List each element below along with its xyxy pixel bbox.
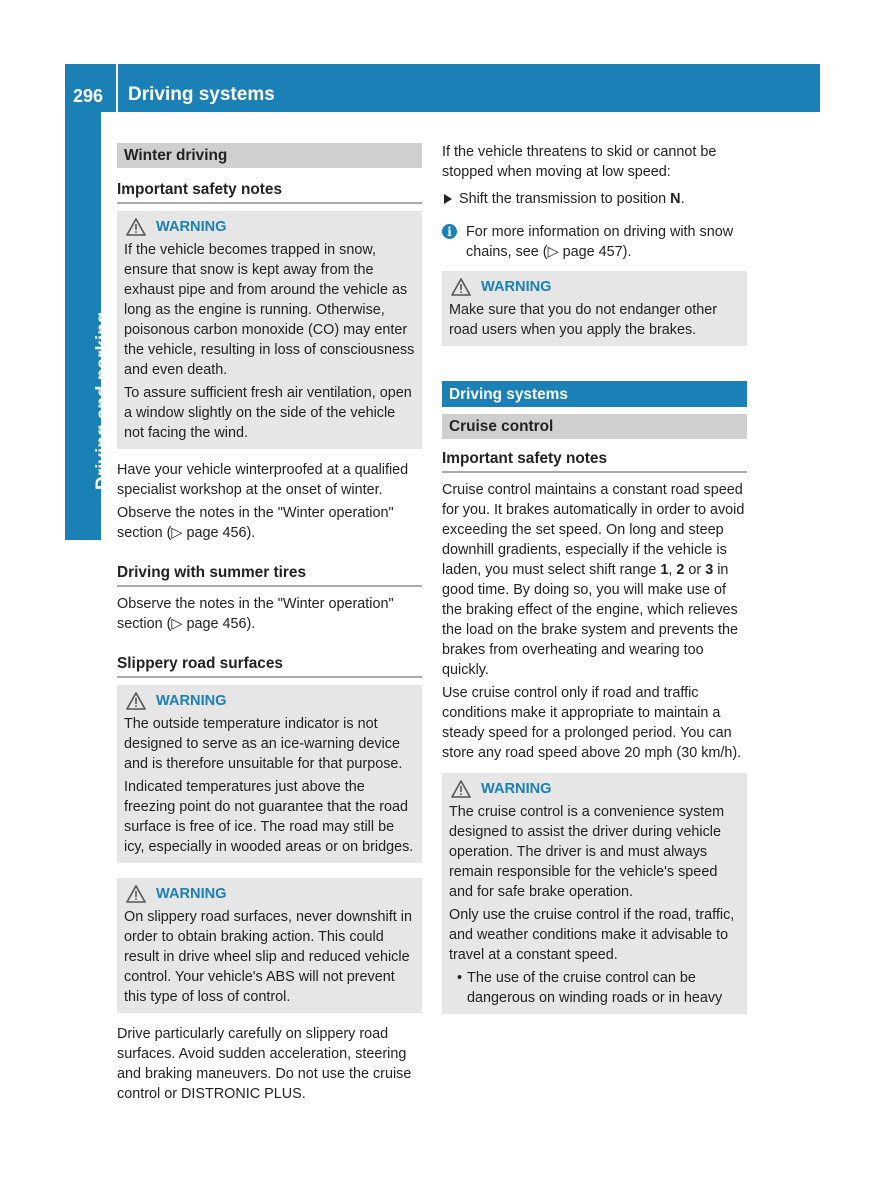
- cruise-sep-1: ,: [668, 562, 677, 578]
- cruise-description: [442, 480, 747, 680]
- shift-step-suffix: .: [680, 191, 685, 207]
- warning-triangle-icon: [126, 885, 146, 903]
- warning-title: [449, 779, 740, 799]
- important-safety-notes-heading: Important safety notes: [442, 449, 747, 473]
- observe-winter-text-2: Observe the notes in the "Winter operation" section (▷ page 456).: [117, 596, 394, 632]
- skid-intro-text: If the vehicle threatens to skid or cannot be stopped when moving at low speed:: [442, 144, 717, 180]
- warning-label: WARNING: [156, 886, 227, 902]
- step-arrow-icon: [444, 194, 452, 204]
- warning-title: [449, 277, 740, 297]
- warning-text: The outside temperature indicator is not designed to serve as an ice-warning device and is therefore unsuitable for that purpose.: [124, 716, 403, 772]
- shift-step-prefix: Shift the transmission to position: [459, 191, 671, 207]
- winter-driving-heading: Winter driving: [117, 143, 422, 168]
- slippery-roads-heading: Slippery road surfaces: [117, 654, 422, 678]
- warning-label: WARNING: [156, 219, 227, 235]
- summer-tires-heading: Driving with summer tires: [117, 563, 422, 587]
- warning-text: On slippery road surfaces, never downshift in order to obtain braking action. This could result in drive wheel slip and reduced vehicle control. Your vehicle's ABS will not prevent this type of loss of control.: [124, 909, 412, 1005]
- observe-winter-text: Observe the notes in the "Winter operation" section (▷ page 456).: [117, 505, 394, 541]
- shift-position: N: [670, 191, 681, 207]
- warning-title: [124, 217, 415, 237]
- warning-text: Indicated temperatures just above the freezing point do not guarantee that the road surface is free of ice. The road may still be icy, especially in wooded areas or on bridges.: [124, 779, 414, 855]
- warning-text: If the vehicle becomes trapped in snow, ensure that snow is kept away from the exhaust pipe and from around the vehicle as long as the engine is running. Otherwise, poisonous carbon monoxide (CO) may enter the vehicle, resulting in loss of consciousness and even death.: [124, 242, 415, 378]
- warning-label: WARNING: [481, 781, 552, 797]
- warning-text: The cruise control is a convenience system designed to assist the driver during vehicle operation. The driver is and must always remain responsible for the vehicle's speed and for safe brake operation.: [449, 804, 725, 900]
- side-tab-label: Driving and parking: [93, 311, 114, 490]
- shift-step: [442, 189, 747, 209]
- page-title: Driving systems: [128, 84, 275, 105]
- drive-carefully-text: Drive particularly carefully on slippery road surfaces. Avoid sudden acceleration, steering and braking maneuvers. Do not use the cruise control or DISTRONIC PLUS.: [117, 1026, 412, 1102]
- warning-triangle-icon: [451, 780, 471, 798]
- driving-systems-heading: Driving systems: [442, 381, 747, 407]
- warning-box-ice: [117, 685, 422, 863]
- shift-step-text: [459, 189, 685, 209]
- header-divider: [116, 64, 118, 112]
- warning-box-downshift: [117, 878, 422, 1013]
- warning-bullet-text: The use of the cruise control can be dangerous on winding roads or in heavy: [467, 970, 723, 1006]
- winterproof-text: Have your vehicle winterproofed at a qualified specialist workshop at the onset of winter.: [117, 462, 409, 498]
- warning-box-brakes: [442, 271, 747, 346]
- warning-box-cruise: [442, 773, 747, 1014]
- warning-triangle-icon: [126, 218, 146, 236]
- warning-triangle-icon: [451, 278, 471, 296]
- warning-label: WARNING: [481, 279, 552, 295]
- cruise-usage-text: Use cruise control only if road and traffic conditions make it appropriate to maintain a steady speed for a prolonged period. You can store any road speed above 20 mph (30 km/h).: [442, 685, 742, 761]
- important-safety-notes-heading: Important safety notes: [117, 180, 422, 204]
- cruise-sep-2: or: [684, 562, 706, 578]
- left-column: [117, 143, 422, 1104]
- warning-text: To assure sufficient fresh air ventilation, open a window slightly on the side of the vehicle not facing the wind.: [124, 385, 412, 441]
- right-column: [442, 142, 747, 1014]
- cruise-control-heading: Cruise control: [442, 414, 747, 439]
- warning-box-snow: [117, 211, 422, 449]
- shift-range-2: 2: [676, 562, 685, 578]
- info-note: [442, 222, 747, 262]
- cruise-text-a: Cruise control maintains a constant road speed for you. It brakes automatically in order to avoid exceeding the set speed. On long and steep downhill gradients, especially if the vehicle is laden, you must select shift range: [442, 482, 745, 578]
- warning-title: [124, 691, 415, 711]
- info-icon: i: [442, 224, 457, 239]
- warning-text: Only use the cruise control if the road, traffic, and weather conditions make it advisable to travel at a constant speed.: [449, 907, 735, 963]
- warning-triangle-icon: [126, 692, 146, 710]
- warning-list-item: [449, 968, 740, 1008]
- warning-title: [124, 884, 415, 904]
- warning-text: Make sure that you do not endanger other road users when you apply the brakes.: [449, 302, 718, 338]
- cruise-text-c: in good time. By doing so, you will make use of the braking effect of the engine, which relieves the load on the brake system and prevents the brakes from overheating and wearing too quickly.: [442, 562, 738, 678]
- shift-range-3: 3: [705, 562, 714, 578]
- page-number: 296: [73, 86, 104, 106]
- info-text: For more information on driving with snow chains, see (▷ page 457).: [466, 224, 734, 260]
- shift-range-1: 1: [660, 562, 669, 578]
- warning-label: WARNING: [156, 693, 227, 709]
- bullet-dot: •: [457, 970, 463, 986]
